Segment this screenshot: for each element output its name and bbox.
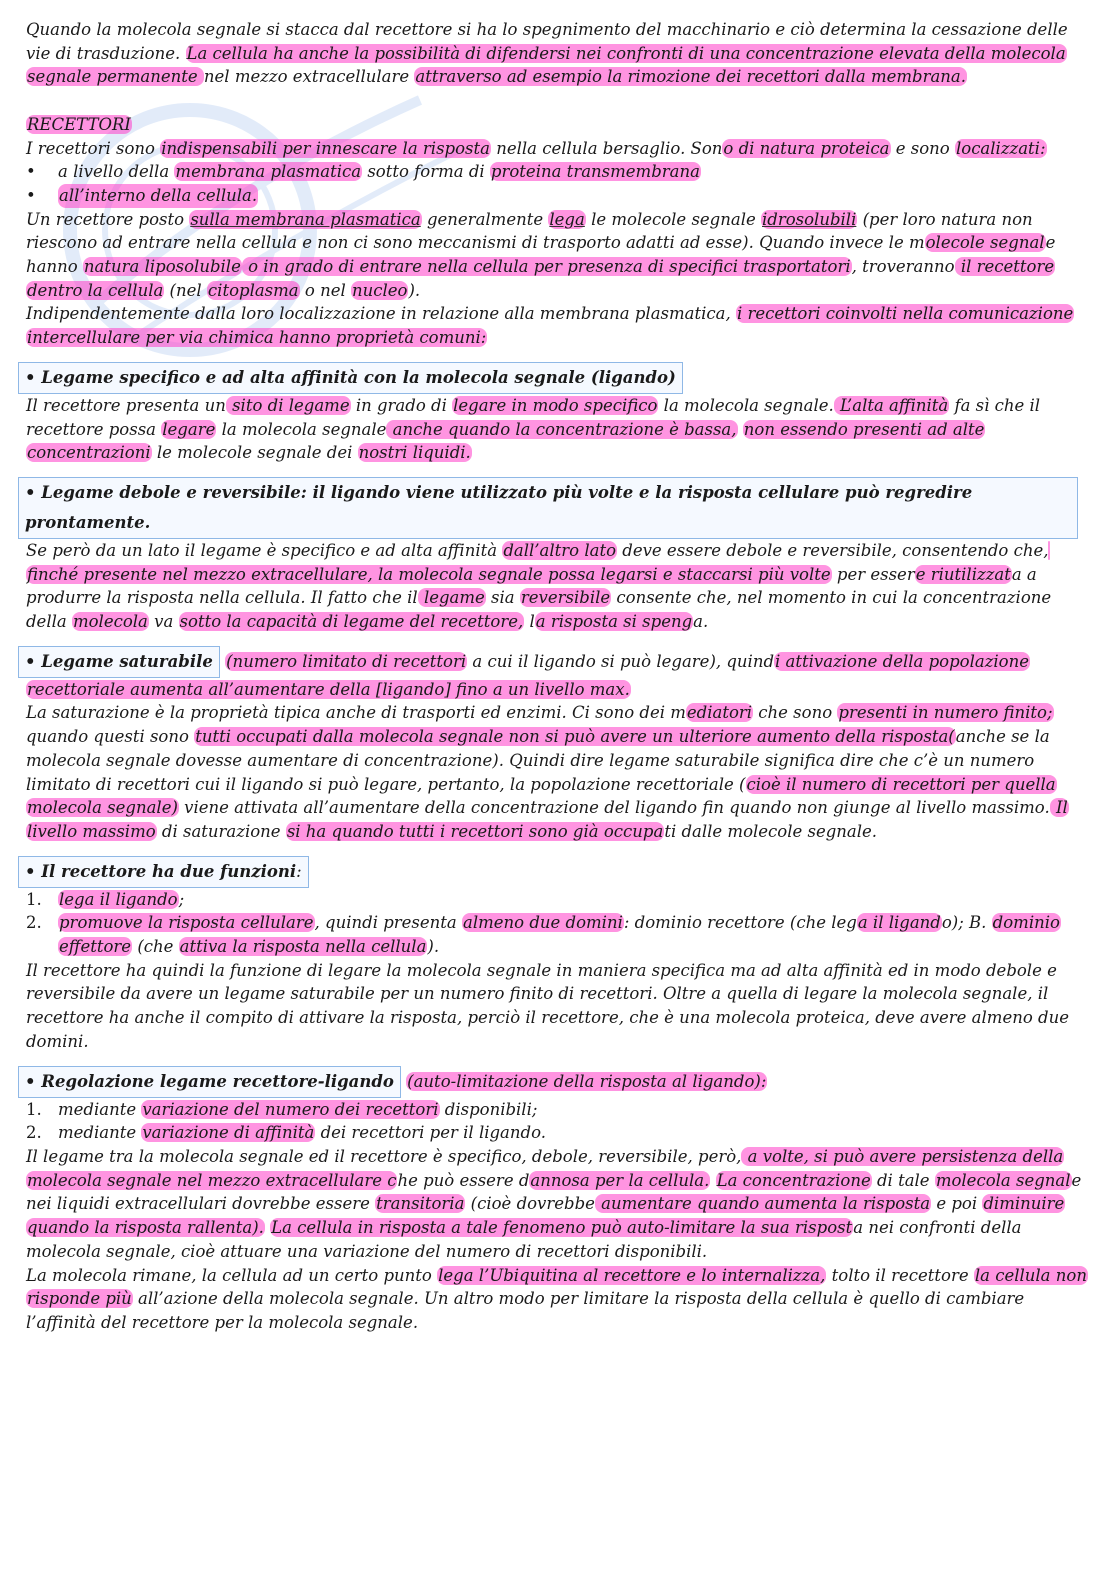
section-heading-legame-debole: • Legame debole e reversibile: il ligando viene utilizzato più volte e la risposta cellulare può regredire prontamente. [26,477,1090,539]
recettori-paragraph-3: Indipendentemente dalla loro localizzazione in relazione alla membrana plasmatica, i recettori coinvolti nella comunicazione intercellulare per via chimica hanno proprietà comuni: [26,304,1074,348]
list-item: 1. mediante variazione del numero dei recettori disponibili; [26,1099,538,1119]
list-item: • all’interno della cellula. [26,184,1090,208]
intro-paragraph: Quando la molecola segnale si stacca dal recettore si ha lo spegnimento del macchinario e ciò determina la cessazione delle vie di trasduzione. La cellula ha anche la possibilità di difendersi nei confronti di una concentrazione elevata della molecola segnale permanente nel mezzo extracellulare attraverso ad esempio la rimozione dei recettori dalla membrana. [26,20,1068,87]
section-paragraph: Il legame tra la molecola segnale ed il recettore è specifico, debole, reversibile, però, a volte, si può avere persistenza della molecola segnale nel mezzo extracellulare che può essere dannosa per la cellula. La concentrazione di tale molecola segnale nei liquidi extracellulari dovrebbe essere transitoria (cioè dovrebbe aumentare quando aumenta la risposta e poi diminuire quando la risposta rallenta). La cellula in risposta a tale fenomeno può auto-limitare la sua risposta nei confronti della molecola segnale, cioè attuare una variazione del numero di recettori disponibili. [26,1147,1082,1261]
recettori-title: RECETTORI [27,114,131,134]
section-paragraph: Il recettore ha quindi la funzione di legare la molecola segnale in maniera specifica ma ad alta affinità ed in modo debole e reversibile da avere un legame saturabile per un numero finito di recettori. Oltre a quella di legare la molecola segnale, il recettore ha anche il compito di attivare la risposta, perciò il recettore, che è una molecola proteica, deve avere almeno due domini. [26,960,1069,1051]
section-paragraph: La molecola rimane, la cellula ad un certo punto lega l’Ubiquitina al recettore e lo internalizza, tolto il recettore la cellula non risponde più all’azione della molecola segnale. Un altro modo per limitare la risposta della cellula è quello di cambiare l’affinità del recettore per la molecola segnale. [26,1265,1087,1332]
recettori-paragraph-2: Un recettore posto sulla membrana plasmatica generalmente lega le molecole segnale idrosolubili (per loro natura non riescono ad entrare nella cellula e non ci sono meccanismi di trasporto adatti ad esse). Quando invece le molecole segnale hanno natura liposolubile o in grado di entrare nella cellula per presenza di specifici trasportatori, troveranno il recettore dentro la cellula (nel citoplasma o nel nucleo). [26,209,1056,300]
recettori-paragraph-1: I recettori sono indispensabili per innescare la risposta nella cellula bersaglio. Sono di natura proteica e sono localizzati: [26,138,1046,158]
section-paragraph: Se però da un lato il legame è specifico e ad alta affinità dall’altro lato deve essere debole e reversibile, consentendo che, finché presente nel mezzo extracellulare, la molecola segnale possa legarsi e staccarsi più volte per essere riutilizzata a produrre la risposta nella cellula. Il fatto che il legame sia reversibile consente che, nel momento in cui la concentrazione della molecola va sotto la capacità di legame del recettore, la risposta si spenga. [26,540,1052,632]
list-item: 2. promuove la risposta cellulare, quindi presenta almeno due domini: dominio recettore (che lega il ligando); B. dominio effettore (che attiva la risposta nella cellula). [26,913,1060,957]
document-page [26,18,1090,1335]
list-item: 1. lega il ligando; [26,889,185,909]
section-paragraph: Il recettore presenta un sito di legame in grado di legare in modo specifico la molecola segnale. L’alta affinità fa sì che il recettore possa legare la molecola segnale anche quando la concentrazione è bassa, non essendo presenti ad alte concentrazioni le molecole segnale dei nostri liquidi. [26,395,1041,463]
section-heading-legame-saturabile: • Legame saturabile (numero limitato di recettori a cui il ligando si può legare), quindi attivazione della popolazione recettoriale aumenta all’aumentare della [ligando] fino a un livello max. [26,646,1090,702]
section-heading-legame-specifico: • Legame specifico e ad alta affinità con la molecola segnale (ligando) [26,362,1090,394]
list-item: • a livello della membrana plasmatica sotto forma di proteina transmembrana [26,162,700,182]
section-heading-funzioni: • Il recettore ha due funzioni: [26,856,1090,888]
section-heading-regolazione: • Regolazione legame recettore-ligando (auto-limitazione della risposta al ligando): [26,1066,1090,1098]
list-item: 2. mediante variazione di affinità dei recettori per il ligando. [26,1123,546,1143]
section-paragraph: La saturazione è la proprietà tipica anche di trasporti ed enzimi. Ci sono dei mediatori che sono presenti in numero finito; quando questi sono tutti occupati dalla molecola segnale non si può avere un ulteriore aumento della risposta(anche se la molecola segnale dovesse aumentare di concentrazione). Quindi dire legame saturabile significa dire che c’è un numero limitato di recettori cui il ligando si può legare, pertanto, la popolazione recettoriale (cioè il numero di recettori per quella molecola segnale) viene attivata all’aumentare della concentrazione del ligando fin quando non giunge al livello massimo. Il livello massimo di saturazione si ha quando tutti i recettori sono già occupati dalle molecole segnale. [26,703,1068,841]
